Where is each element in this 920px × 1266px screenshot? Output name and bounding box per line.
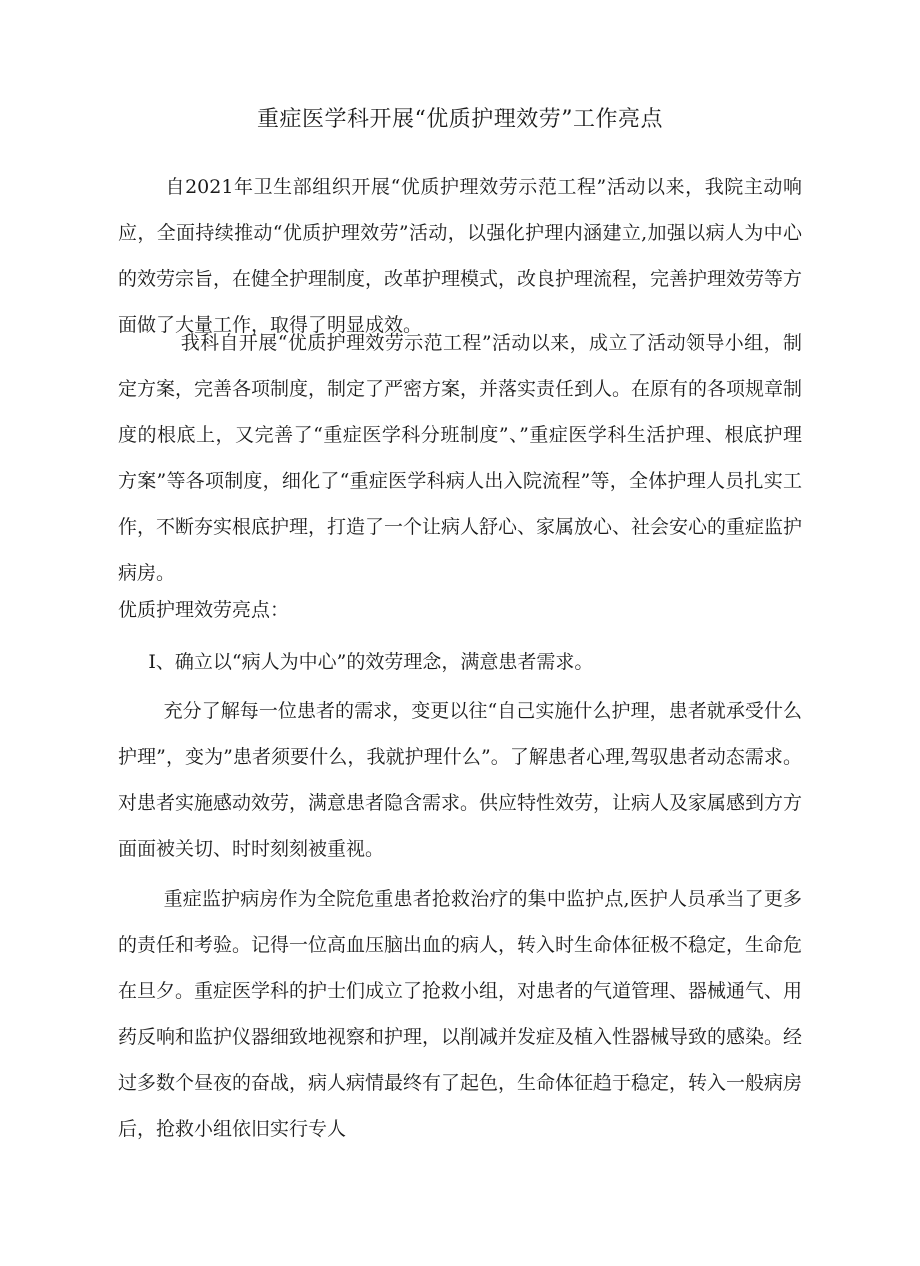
paragraph-intro: 自2021年卫生部组织开展“优质护理效劳示范工程”活动以来，我院主动响应，全面持续推动“优质护理效劳”活动，以强化护理内涵建立,加强以病人为中心的效劳宗旨，在健全护理制度，改革护理模式，改良护理流程，完善护理效劳等方面做了大量工作，取得了明显成效。: [118, 176, 803, 336]
section-heading-highlights: 优质护理效劳亮点：: [118, 599, 290, 621]
highlight-item-1: I、确立以“病人为中心”的效劳理念，满意患者需求。: [148, 651, 594, 673]
paragraph-icu-case: 重症监护病房作为全院危重患者抢救治疗的集中监护点,医护人员承当了更多的责任和考验。记得一位高血压脑出血的病人，转入时生命体征极不稳定，生命危在旦夕。重症医学科的护士们成立了抢救小组，对患者的气道管理、器械通气、用药反响和监护仪器细致地视察和护理，以削减并发症及植入性器械导致的感染。经过多数个昼夜的奋战，病人病情最终有了起色，生命体征趋于稳定，转入一般病房后，抢救小组依旧实行专人: [118, 888, 803, 1140]
document-title: 重症医学科开展“优质护理效劳”工作亮点: [257, 107, 663, 132]
paragraph-patient-needs: 充分了解每一位患者的需求，变更以往“自己实施什么护理，患者就承受什么护理”，变为”患者须要什么，我就护理什么”。了解患者心理,驾驭患者动态需求。对患者实施感动效劳，满意患者隐含需求。供应特性效劳，让病人及家属感到方方面面被关切、时时刻刻被重视。: [118, 700, 803, 860]
paragraph-department-actions: 我科自开展“优质护理效劳示范工程”活动以来，成立了活动领导小组，制定方案，完善各项制度，制定了严密方案，并落实责任到人。在原有的各项规章制度的根底上，又完善了“重症医学科分班制度”、”重症医学科生活护理、根底护理方案”等各项制度，细化了“重症医学科病人出入院流程”等，全体护理人员扎实工作，不断夯实根底护理，打造了一个让病人舒心、家属放心、社会安心的重症监护病房。: [118, 332, 803, 584]
